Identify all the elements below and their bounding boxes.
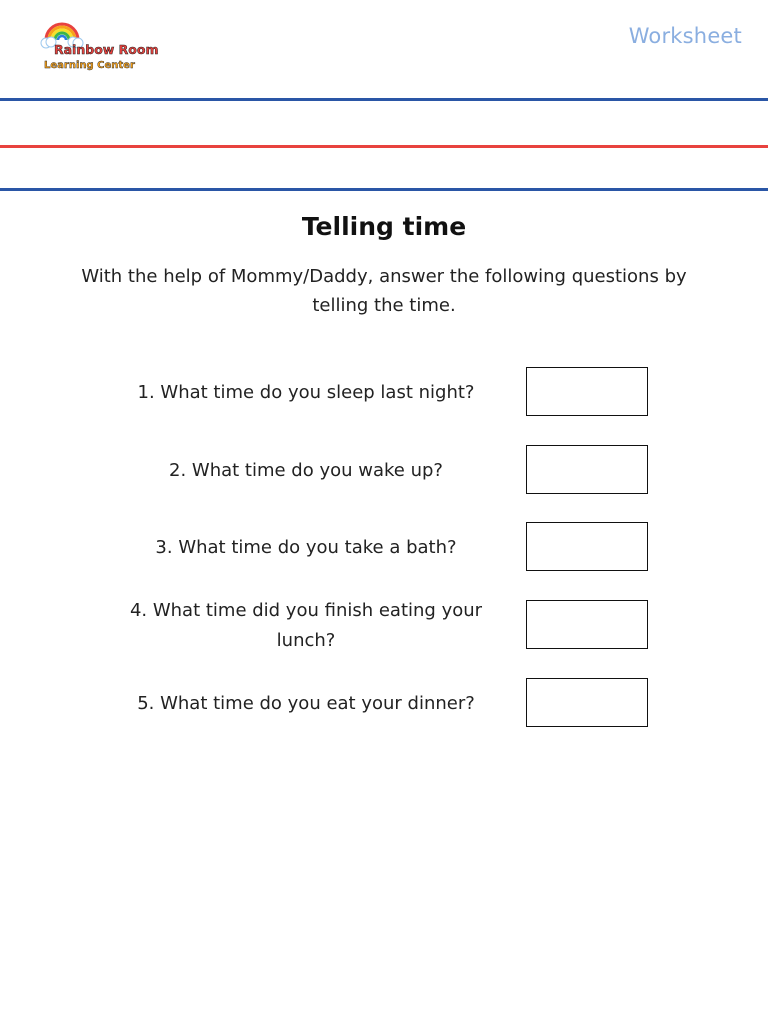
question-text: 2. What time do you wake up? bbox=[169, 460, 443, 481]
question-text: 4. What time did you finish eating your lunch? bbox=[129, 600, 483, 651]
answer-box[interactable] bbox=[526, 522, 648, 571]
question-row-5 bbox=[100, 678, 660, 730]
answer-box[interactable] bbox=[526, 367, 648, 416]
rainbow-room-logo bbox=[40, 18, 164, 74]
answer-box[interactable] bbox=[526, 600, 648, 649]
question-text: 3. What time do you take a bath? bbox=[155, 537, 457, 558]
header-rule-blue-bottom bbox=[0, 188, 768, 191]
question-row-4 bbox=[100, 600, 660, 652]
answer-box[interactable] bbox=[526, 445, 648, 494]
question-row-3 bbox=[100, 522, 660, 574]
header-rule-blue-top bbox=[0, 98, 768, 101]
question-row-2 bbox=[100, 445, 660, 497]
question-row-1 bbox=[100, 367, 660, 419]
worksheet-title: Telling time bbox=[301, 212, 467, 241]
worksheet-instructions: With the help of Mommy/Daddy, answer the following questions by telling the time. bbox=[81, 266, 687, 316]
question-text: 1. What time do you sleep last night? bbox=[137, 382, 475, 403]
question-text: 5. What time do you eat your dinner? bbox=[137, 693, 475, 714]
logo-line1: Rainbow Room bbox=[54, 42, 159, 57]
header-rule-red bbox=[0, 145, 768, 148]
answer-box[interactable] bbox=[526, 678, 648, 727]
logo-line2: Learning Center bbox=[44, 60, 135, 71]
worksheet-tag: Worksheet bbox=[628, 24, 742, 48]
